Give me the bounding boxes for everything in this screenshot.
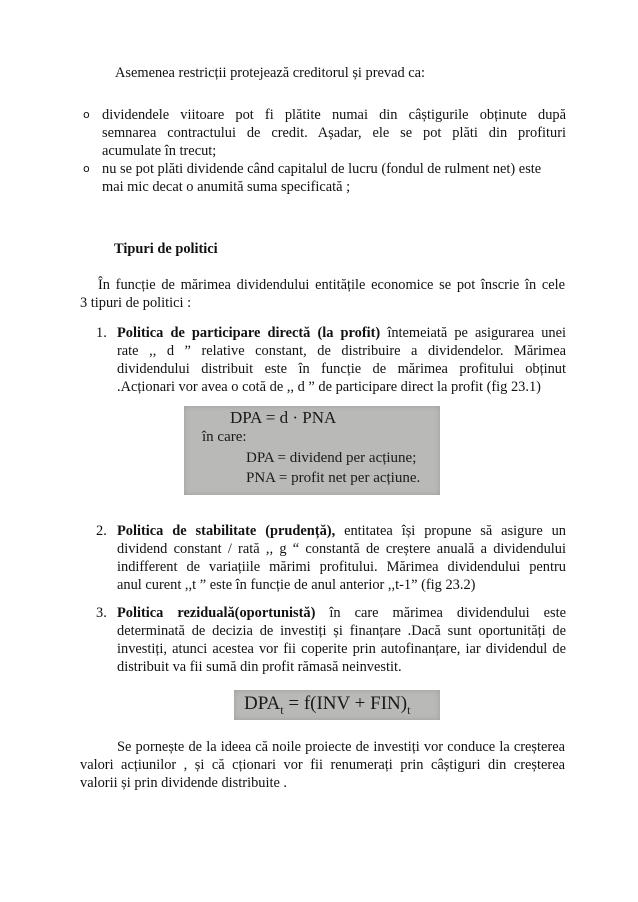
bullet-1-line-1: dividendele viitoare pot fi plătite numai din câștigurile obținute după [102,107,566,123]
types-intro-line-2: 3 tipuri de politici : [80,295,192,311]
policy-3-line-4: distribuit va fii sumă din profit rămasă neinvestit. [117,659,402,675]
policy-3-first-rest: în care mărimea dividendului este [315,605,566,621]
formula-2-rhs-sub: t [407,702,411,717]
intro-text: Asemenea restricții protejează creditorul și prevad ca: [115,65,426,81]
bullet-2-line-1: nu se pot plăti dividende când capitalul de lucru (fondul de rulment net) este [102,161,542,177]
closing-line-2: valori acțiunilor , și că cționari vor fii renumerați prin câștiguri din creșterea [80,757,565,773]
formula-1-line-1: DPA = d · PNA [230,408,337,427]
policy-2-line-2: dividend constant / rată ,, g “ constantă de creștere anuală a dividendului [117,541,566,557]
types-intro-line-1: În funcție de mărimea dividendului entitățile economice se pot înscrie în cele [98,277,565,293]
closing-line-1: Se pornește de la ideea că noile proiecte de investiți vor conduce la creșterea [117,739,565,755]
policy-1-number: 1. [96,325,107,341]
bullet-2-line-2: mai mic decat o anumită suma specificată ; [102,179,351,195]
policy-1-title: Politica de participare directă (la profit) [117,325,381,341]
formula-1-line-3: DPA = dividend per acțiune; [246,450,417,466]
policy-3-line-3: investiți, atunci acestea vor fii coperite prin autofinanțare, iar dividendul de [117,641,566,657]
policy-1-line-4: .Acționari vor avea o cotă de ,, d ” de participare direct la profit (fig 23.1) [117,379,541,395]
closing-line-3: valorii și prin dividende distribuite . [80,775,288,791]
policy-3-title: Politica reziduală(oportunistă) [117,605,316,621]
policy-2-first-line [117,522,566,540]
policy-3-line-2: determinată de decizia de investiți și finanțare .Dacă sunt oportunități de [117,623,566,639]
formula-2-rhs: = f(INV + FIN) [283,693,408,714]
formula-1-line-4: PNA = profit net per acțiune. [246,470,421,486]
bullet-circle-icon: o [83,108,90,121]
formula-figure-23-2 [234,690,440,720]
bullet-1-line-3: acumulate în trecut; [102,143,217,159]
formula-1-line-2: în care: [202,429,247,445]
policy-2-first-rest: entitatea își propune să asigure un [335,523,567,539]
formula-2-lhs-sub: t [280,702,284,717]
policy-2-line-4: anul curent ,,t ” este în funcție de anul anterior ,,t-1” (fig 23.2) [117,577,476,593]
policy-1-line-2: rate ,, d ” relative constant, de distribuire a dividendelor. Mărimea [117,343,566,359]
formula-2-lhs: DPA [244,693,281,714]
policy-2-title: Politica de stabilitate (prudență), [117,523,336,539]
formula-2-expression [244,693,410,718]
policy-2-line-3: indifferent de variațiile mărimi profitului. Mărimea dividendului pentru [117,559,566,575]
bullet-1-line-2: semnarea contractului de credit. Așadar, ele se pot plăti din profituri [102,125,566,141]
bullet-circle-icon: o [83,162,90,175]
policy-1-line-3: dividendului distribuit este în funcție de mărimea profitului obținut [117,361,566,377]
section-title: Tipuri de politici [114,241,218,257]
policy-3-first-line [117,604,566,622]
policy-2-number: 2. [96,523,107,539]
formula-figure-23-1 [184,406,440,495]
policy-1-first-line [117,324,566,342]
policy-3-number: 3. [96,605,107,621]
policy-1-first-rest: întemeiată pe asigurarea unei [380,325,566,341]
